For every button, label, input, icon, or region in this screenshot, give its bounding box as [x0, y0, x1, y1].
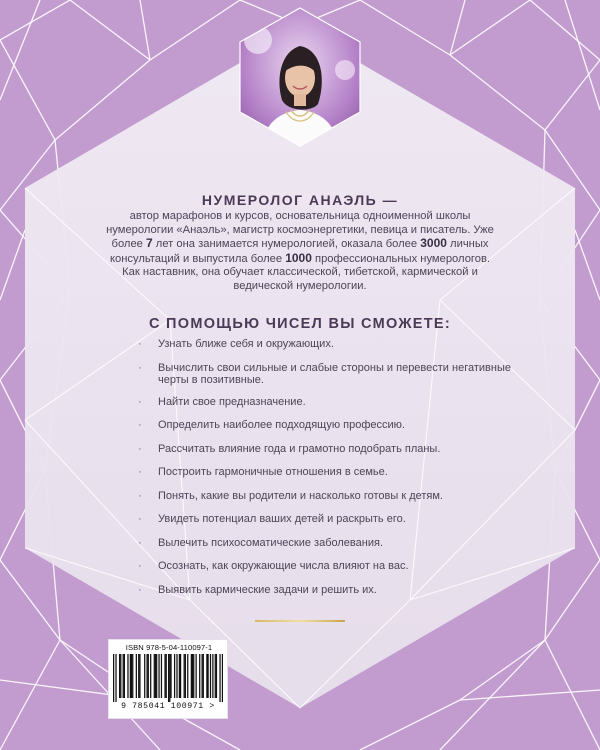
author-bio	[100, 210, 500, 294]
list-item	[138, 396, 518, 409]
list-item-text: Увидеть потенциал ваших детей и раскрыть его.	[158, 513, 406, 525]
list-item	[138, 584, 518, 597]
list-item	[138, 513, 518, 526]
author-title: НУМЕРОЛОГ АНАЭЛЬ —	[201, 192, 399, 208]
years-number: 7	[146, 236, 153, 251]
list-item-text: Определить наиболее подходящую профессию.	[158, 419, 405, 431]
list-item	[138, 362, 518, 387]
list-item	[138, 466, 518, 479]
numerologists-number: 1000	[285, 250, 312, 265]
list-item-text: Рассчитать влияние года и грамотно подобрать планы.	[158, 442, 441, 455]
benefits-list	[138, 338, 518, 607]
list-item	[138, 443, 518, 456]
consultations-number: 3000	[420, 236, 447, 251]
bio-part: автор марафонов и курсов, основательница одноименной школы нумерологии «Анаэль», магистр космоэнергетики, певица и писатель. Уже более	[106, 210, 494, 251]
list-item	[138, 490, 518, 503]
list-item	[138, 338, 518, 351]
isbn-label: ISBN 978-5-04-110097-1	[125, 643, 213, 652]
list-item-text: Выявить кармические задачи и решить их.	[158, 583, 377, 596]
bullet-icon: ·	[138, 560, 142, 572]
barcode-digits: 9 785041 100971 >	[121, 702, 215, 711]
ean13-barcode-icon	[113, 654, 223, 702]
list-item-text: Понять, какие вы родители и насколько готовы к детям.	[158, 489, 443, 502]
barcode-block	[108, 639, 228, 719]
list-item	[138, 560, 518, 573]
list-item-text: Узнать ближе себя и окружающих.	[158, 338, 334, 350]
bullet-icon: ·	[138, 395, 142, 408]
list-item	[138, 419, 518, 432]
bullet-icon: ·	[138, 489, 142, 502]
bullet-icon: ·	[138, 442, 142, 455]
benefits-heading: С ПОМОЩЬЮ ЧИСЕЛ ВЫ СМОЖЕТЕ:	[148, 316, 452, 332]
gold-divider	[255, 620, 345, 622]
bullet-icon: ·	[138, 466, 142, 478]
list-item-text: Найти свое предназначение.	[158, 395, 306, 408]
bio-part: личных консультаций и выпустила более	[109, 238, 489, 265]
bio-part: профессиональных нумерологов. Как наставник, она обучает классической, тибетской, кармической и ведической нумерологии.	[122, 252, 491, 292]
bullet-icon: ·	[138, 583, 142, 596]
list-item-text: Осознать, как окружающие числа влияют на вас.	[158, 560, 409, 572]
bullet-icon: ·	[138, 536, 142, 549]
list-item-text: Вылечить психосоматические заболевания.	[158, 536, 383, 549]
bullet-icon: ·	[138, 419, 142, 431]
bullet-icon: ·	[138, 513, 142, 525]
list-item-text: Построить гармоничные отношения в семье.	[158, 466, 388, 478]
bullet-icon: ·	[138, 361, 142, 374]
bullet-icon: ·	[138, 338, 142, 350]
list-item-text: Вычислить свои сильные и слабые стороны и перевести негативные черты в позитивные.	[158, 361, 511, 386]
list-item	[138, 537, 518, 550]
bio-part: лет она занимается нумерологией, оказала более	[152, 238, 421, 251]
